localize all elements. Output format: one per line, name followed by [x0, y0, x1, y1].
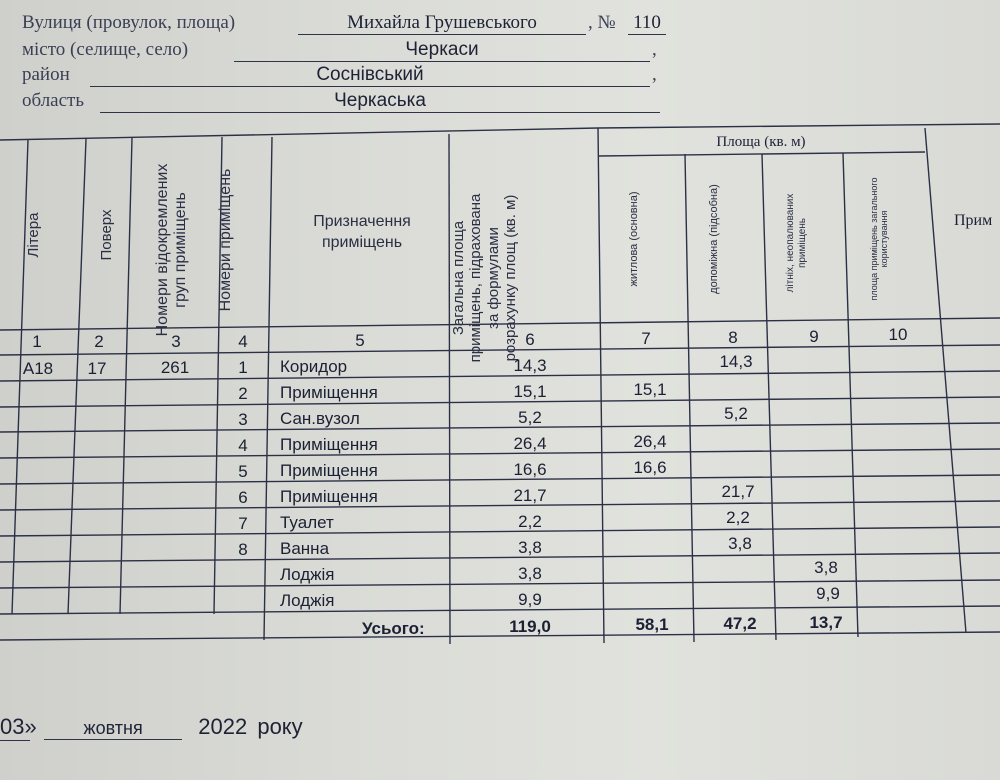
district-value: Соснівський	[90, 64, 650, 87]
region-label: область	[22, 90, 85, 111]
colnum-8: 8	[728, 328, 738, 347]
date-month: жовтня	[44, 718, 182, 740]
number-label: , №	[588, 12, 616, 33]
row-8-name: Ванна	[280, 539, 330, 558]
row-7-total: 2,2	[518, 512, 542, 531]
colnum-4: 4	[238, 332, 248, 351]
row-4-total: 26,4	[513, 434, 547, 453]
colnum-7: 7	[641, 329, 651, 348]
colnum-2: 2	[94, 332, 104, 351]
header-area-group: Площа (кв. м)	[716, 134, 806, 150]
header-living: житлова (основна)	[628, 191, 640, 287]
row-6-name: Приміщення	[280, 487, 378, 506]
row-3-num: 3	[238, 410, 248, 429]
row-10-name: Лоджія	[280, 591, 335, 610]
row-6-total: 21,7	[513, 486, 547, 505]
row-2-living: 15,1	[633, 380, 667, 399]
city-label: місто (селище, село)	[22, 39, 189, 60]
totals-aux: 47,2	[723, 614, 757, 633]
totals-summer: 13,7	[809, 613, 843, 632]
colnum-10: 10	[888, 325, 908, 344]
header-litera: Літера	[25, 212, 42, 258]
city-line: місто (селище, село) Черкаси ,	[22, 39, 657, 60]
row-4-living: 26,4	[633, 432, 667, 451]
district-label: район	[22, 64, 70, 85]
cell-litera: А18	[22, 359, 54, 378]
colnum-1: 1	[32, 332, 42, 351]
row-3-total: 5,2	[518, 408, 542, 427]
totals-label: Усього:	[362, 619, 425, 638]
row-1-aux: 14,3	[719, 352, 753, 371]
header-common: площа приміщень загального користування	[869, 177, 890, 301]
date-suffix: року	[257, 714, 303, 739]
row-5-num: 5	[238, 462, 248, 481]
row-7-num: 7	[238, 514, 248, 533]
row-3-name: Сан.вузол	[280, 409, 360, 428]
row-6-num: 6	[238, 488, 248, 507]
row-2-num: 2	[238, 384, 248, 403]
row-8-total: 3,8	[518, 538, 542, 557]
row-2-name: Приміщення	[280, 383, 378, 402]
street-value: Михайла Грушевського	[298, 12, 586, 35]
date-day: 03»	[0, 714, 37, 739]
row-3-aux: 5,2	[724, 404, 748, 423]
row-5-total: 16,6	[513, 460, 547, 479]
row-6-aux: 21,7	[721, 482, 755, 501]
cell-poverkh: 17	[87, 359, 107, 378]
row-1-num: 1	[238, 358, 248, 377]
row-7-name: Туалет	[280, 513, 334, 532]
row-9-total: 3,8	[518, 564, 542, 583]
row-8-aux: 3,8	[728, 534, 752, 553]
row-1-name: Коридор	[280, 357, 348, 376]
district-line: район Соснівський ,	[22, 64, 657, 85]
totals-living: 58,1	[635, 615, 669, 634]
colnum-9: 9	[809, 327, 819, 346]
row-1-total: 14,3	[513, 356, 547, 375]
header-rooms: Номери приміщень	[217, 168, 234, 312]
header-summer: літніх, неопалюваних приміщень	[785, 193, 808, 293]
colnum-3: 3	[171, 332, 181, 351]
cell-group: 261	[160, 358, 190, 377]
totals-total: 119,0	[509, 617, 551, 636]
row-10-total: 9,9	[518, 590, 542, 609]
city-value: Черкаси	[234, 39, 650, 62]
row-4-num: 4	[238, 436, 248, 455]
row-9-summer: 3,8	[814, 558, 838, 577]
row-5-living: 16,6	[633, 458, 667, 477]
header-total-area: Загальна площа приміщень, підрахована за формулами розрахунку площ (кв. м)	[450, 193, 519, 363]
header-poverkh: Поверх	[98, 209, 115, 261]
row-10-summer: 9,9	[816, 584, 840, 603]
header-purpose: Призначення приміщень	[313, 213, 411, 251]
date-year: 2022	[198, 714, 248, 739]
row-7-aux: 2,2	[726, 508, 750, 527]
number-value: 110	[628, 12, 666, 35]
colnum-5: 5	[355, 331, 365, 350]
header-auxiliary: допоміжна (підсобна)	[708, 184, 720, 294]
row-5-name: Приміщення	[280, 461, 378, 480]
region-value: Черкаська	[100, 90, 660, 113]
row-9-name: Лоджія	[280, 565, 335, 584]
header-groups: Номери відокремлених груп приміщень	[154, 163, 190, 337]
header-note: Прим	[954, 212, 993, 229]
document-date	[0, 714, 303, 741]
row-8-num: 8	[238, 540, 248, 559]
street-label: Вулиця (провулок, площа)	[22, 12, 236, 33]
row-4-name: Приміщення	[280, 435, 378, 454]
row-2-total: 15,1	[513, 382, 547, 401]
colnum-6: 6	[525, 330, 535, 349]
